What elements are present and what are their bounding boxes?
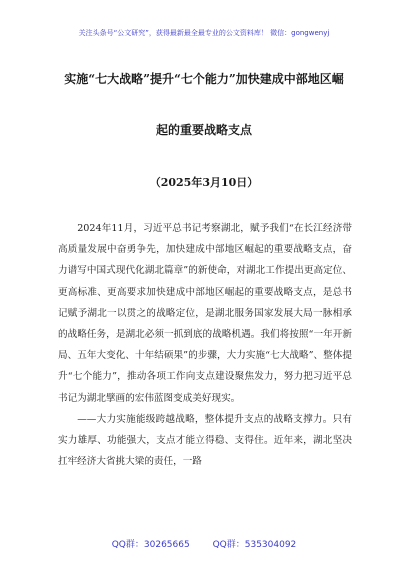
footer-qq-group-1: QQ群：30265665 [111,540,190,550]
page-footer [0,537,408,550]
document-title-line-1: 实施“七大战略”提升“七个能力”加快建成中部地区崛 [64,72,344,86]
document-date: （2025年3月10日） [149,176,259,189]
footer-qq-group-2: QQ群：535304092 [212,540,297,550]
document-body [58,218,352,472]
page-header-banner: 关注头条号“公文研究”，获得最新最全最专业的公文资料库！ 微信：gongwenyj [78,29,330,37]
paragraph: ——大力实施能级跨越战略，整体提升支点的战略支撑力。只有实力雄厚、功能强大，支点才能立得稳、支得住。近年来，湖北坚决扛牢经济大省挑大梁的责任，一路 [58,413,352,468]
document-title-line-2: 起的重要战略支点 [155,123,252,137]
paragraph: 2024年11月，习近平总书记考察湖北，赋予我们“在长江经济带高质量发展中奋勇争先，加快建成中部地区崛起的重要战略支点，奋力谱写中国式现代化湖北篇章”的新使命，对湖北工作提出更高定位、更高标准、更高要求加快建成中部地区崛起的重要战略支点，是总书记赋予湖北一以贯之的战略定位，是湖北服务国家发展大局一脉相承的战略任务，是湖北必须一抓到底的战略机遇。我们将按照“一年开新局、五年大变化、十年结硕果”的步骤，大力实施“七大战略”、整体提升“七个能力”，推动各项工作向支点建设聚焦发力，努力把习近平总书记为湖北擘画的宏伟蓝图变成美好现实。 [58,223,352,404]
